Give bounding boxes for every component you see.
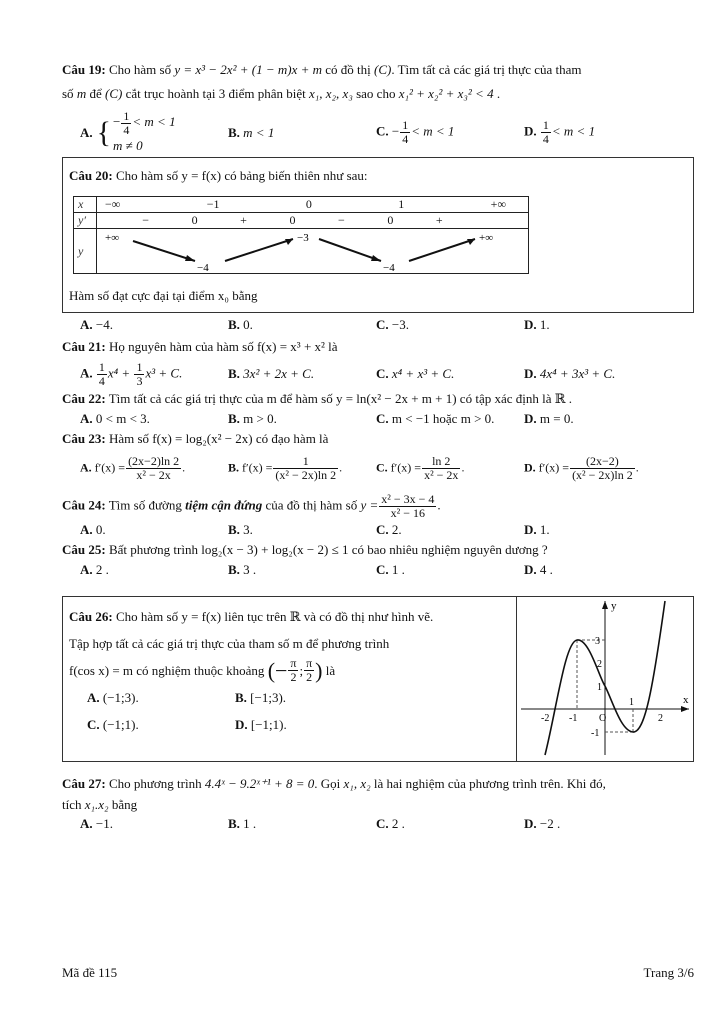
svg-text:2: 2 [597,659,602,670]
option-b[interactable]: B. 3. [228,522,253,537]
svg-text:1: 1 [629,697,634,708]
question-26: Câu 26: Cho hàm số y = f(x) liên tục trên ℝ và có đồ thị như hình vẽ. Tập hợp tất cả các giá trị thực của tham số m để phương trình f(cos x) = m có nghiệm thuộc khoảng (− $\frac{\pi}{2}$ ; $\frac{\pi}{2}$ ) là A. (−1;3). B. [−1;3). C. (−1;1). D. [−1;1). [63,597,517,761]
question-20-ask: Hàm số đạt cực đại tại điểm x₀ bằng [69,288,258,303]
option-a[interactable]: A. { − $\frac{1}{4}$ < m < 1 m ≠ 0 [80,109,176,153]
option-a[interactable]: A. 0 < m < 3. [80,411,150,426]
option-b[interactable]: B. 3 . [228,562,257,577]
option-d[interactable]: D. $\frac{1}{4}$ < m < 1 [524,118,596,146]
option-d[interactable]: D. 1. [524,317,550,332]
svg-text:−4: −4 [383,262,395,273]
option-b[interactable]: B. 1 . [228,816,257,831]
svg-text:+∞: +∞ [105,232,120,244]
option-b[interactable]: B. 0. [228,317,253,332]
svg-text:O: O [599,713,607,724]
question-22: Câu 22: Tìm tất cả các giá trị thực của m để hàm số y = ln(x² − 2x + m + 1) có tập xác định là ℝ . [62,391,573,406]
option-c[interactable]: C. 1 . [376,562,405,577]
answer-options-22 [80,409,694,429]
question-20: Câu 20: Cho hàm số y = f(x) có bảng biến thiên như sau: [69,168,368,183]
option-a[interactable]: A. f′(x) = $\frac{(2x-2)\ln 2}{\text{x² − 2x}}$ . [80,453,186,482]
variation-arrows [97,229,527,273]
question-19: Câu 19: Cho hàm số y = x³ − 2x² + (1 − m)x + m có đồ thị (C). Tìm tất cả các giá trị thực của tham [62,62,582,77]
question-20-box [62,157,694,313]
question-21: Câu 21: Họ nguyên hàm của hàm số f(x) = x³ + x² là [62,339,338,354]
option-d[interactable]: D. 4x⁴ + 3x³ + C. [524,366,616,381]
option-d[interactable]: D. 1. [524,522,550,537]
option-a[interactable]: A. −4. [80,317,113,332]
question-24: Câu 24: Tìm số đường tiệm cận đứng của đồ thị hàm số y = $\frac{\text{x² − 3x − 4}}{\text{x² − 16}}$ . [62,492,441,520]
option-c[interactable]: C. 2 . [376,816,405,831]
question-25: Câu 25: Bất phương trình log₂(x − 3) + log₂(x − 2) ≤ 1 có bao nhiêu nghiệm nguyên dương ? [62,542,548,557]
option-c[interactable]: C. − $\frac{1}{4}$ < m < 1 [376,118,455,146]
option-d[interactable]: D. f′(x) = $\frac{(2x-2)}{\text{(x² − 2x)ln 2}}$ . [524,453,639,482]
svg-text:y: y [611,600,617,612]
question-27-line2: tích x₁.x₂ bằng [62,797,138,812]
answer-options-19 [80,110,694,155]
function-graph [517,597,693,761]
svg-text:x: x [683,694,689,706]
question-27: Câu 27: Cho phương trình 4.4ˣ − 9.2ˣ⁺¹ + 8 = 0. Gọi x₁, x₂ là hai nghiệm của phương trình trên. Khi đó, [62,776,606,791]
answer-options-25 [80,560,694,580]
answer-options-20 [80,315,694,335]
option-c[interactable]: C. (−1;1). [87,717,139,732]
option-d[interactable]: D. 4 . [524,562,553,577]
answer-options-27 [80,814,694,834]
option-a[interactable]: A. $\frac{1}{4}$ x⁴ + $\frac{1}{3}$ x³ + C. [80,359,183,388]
svg-text:1: 1 [597,682,602,693]
option-b[interactable]: B. f′(x) = $\frac{1}{\text{(x² − 2x)ln 2}}$ . [228,453,343,482]
svg-text:-1: -1 [591,728,600,739]
question-19-line2: số m để (C) cắt trục hoành tại 3 điểm phân biệt x₁, x₂, x₃ sao cho x₁² + x₂² + x₃² < 4 . [62,86,501,101]
svg-text:-2: -2 [541,713,550,724]
exam-page [62,58,694,834]
option-c[interactable]: C. f′(x) = $\frac{\ln 2}{\text{x² − 2x}}$ . [376,453,465,482]
graph-svg [517,597,693,757]
option-a[interactable]: A. 0. [80,522,106,537]
svg-text:−3: −3 [297,232,309,244]
option-c[interactable]: C. −3. [376,317,409,332]
svg-text:2: 2 [658,713,663,724]
svg-text:-1: -1 [569,713,578,724]
option-a[interactable]: A. 2 . [80,562,109,577]
question-26-box [62,596,694,762]
svg-text:3: 3 [595,636,600,647]
answer-options-23 [80,449,694,487]
option-a[interactable]: A. −1. [80,816,113,831]
svg-text:−4: −4 [197,262,209,273]
svg-text:+∞: +∞ [479,232,494,244]
question-23: Câu 23: Hàm số f(x) = log₂(x² − 2x) có đạo hàm là [62,431,329,446]
option-b[interactable]: B. [−1;3). [235,690,287,705]
option-b[interactable]: B. m < 1 [228,124,275,140]
option-d[interactable]: D. m = 0. [524,411,574,426]
question-label: Câu 19: [62,62,106,77]
option-b[interactable]: B. m > 0. [228,411,277,426]
option-d[interactable]: D. −2 . [524,816,561,831]
option-a[interactable]: A. (−1;3). [87,690,139,705]
option-c[interactable]: C. m < −1 hoặc m > 0. [376,411,495,426]
page-number: Trang 3/6 [643,965,694,980]
answer-options-21 [80,359,694,389]
option-b[interactable]: B. 3x² + 2x + C. [228,366,315,381]
variation-table: x −∞ −1 0 1 +∞ y′ − 0 + 0 − 0 + y +∞ −3 +∞ −4 −4 [73,196,529,274]
page-footer [62,965,694,981]
answer-options-24 [80,520,694,540]
option-c[interactable]: C. 2. [376,522,402,537]
option-d[interactable]: D. [−1;1). [235,717,287,732]
option-c[interactable]: C. x⁴ + x³ + C. [376,366,455,381]
exam-code: Mã đề 115 [62,965,118,980]
